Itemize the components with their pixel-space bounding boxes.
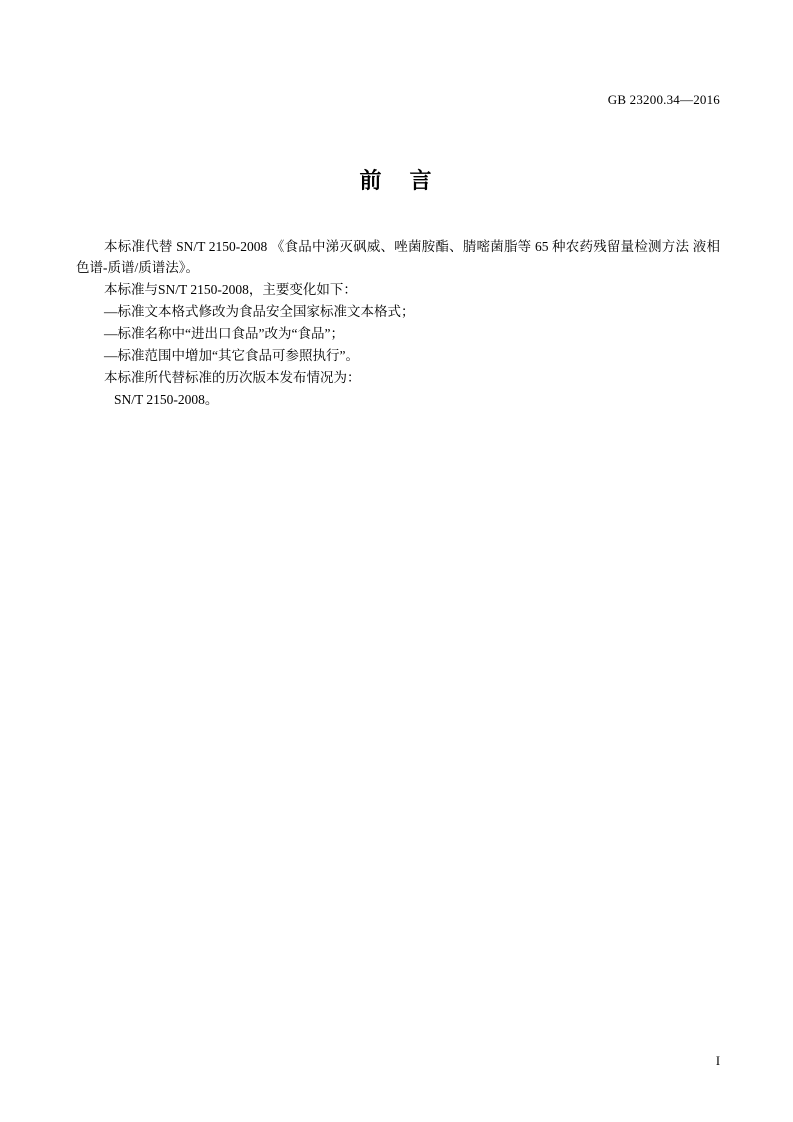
title-char-1: 前 <box>359 169 384 194</box>
paragraph-changes-intro: 本标准与SN/T 2150-2008，主要变化如下： <box>104 282 357 297</box>
paragraph-previous-versions-intro: 本标准所代替标准的历次版本发布情况为： <box>104 370 361 385</box>
paragraph-change-item-2: —标准名称中“进出口食品”改为“食品”； <box>104 326 344 341</box>
title-char-2: 言 <box>409 169 434 194</box>
standard-code-header: GB 23200.34—2016 <box>607 92 720 107</box>
page-title <box>0 164 793 195</box>
paragraph-change-item-1: —标准文本格式修改为食品安全国家标准文本格式； <box>104 304 415 319</box>
paragraph-previous-version-entry: SN/T 2150-2008。 <box>114 392 219 407</box>
page-number: I <box>715 1054 720 1068</box>
paragraph-change-item-3: —标准范围中增加“其它食品可参照执行”。 <box>104 348 359 363</box>
foreword-body <box>76 236 720 411</box>
paragraph-replaces-standard: 本标准代替 SN/T 2150-2008 《食品中涕灭砜威、唑菌胺酯、腈嘧菌脂等 65 种农药残留量检测方法 液相色谱-质谱/质谱法》。 <box>76 239 720 275</box>
